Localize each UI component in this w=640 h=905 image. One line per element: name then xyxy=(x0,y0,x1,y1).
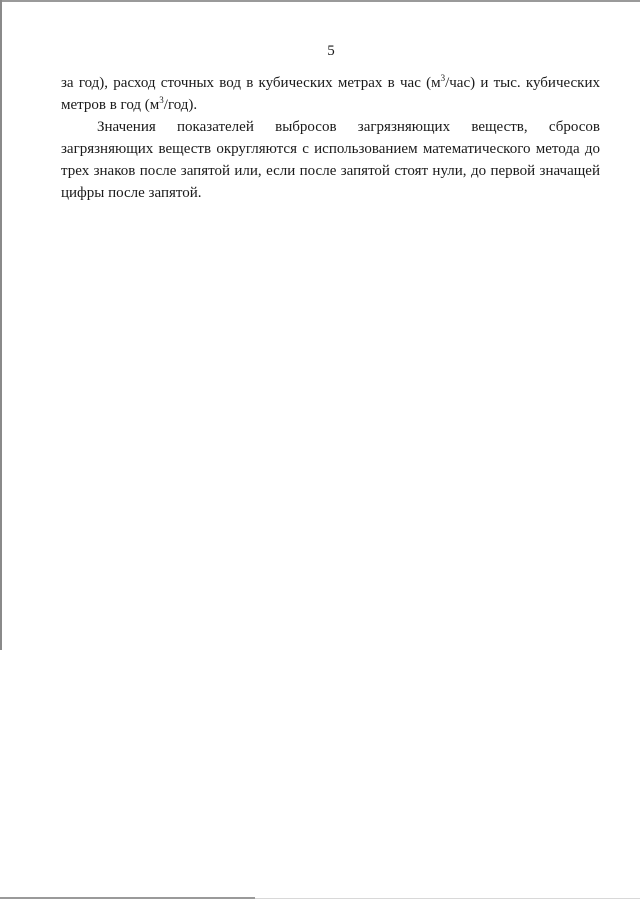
page-border-top xyxy=(0,0,640,2)
page-border-bottom xyxy=(0,897,255,899)
document-body xyxy=(61,72,600,204)
page-number: 5 xyxy=(327,43,335,59)
paragraph-text-part: /год). xyxy=(163,97,198,113)
paragraph-rounding-rule: Значения показателей выбросов загрязняющих веществ, сбросов загрязняющих веществ округляются с использованием математического метода до трех знаков после запятой или, если после запятой стоят нули, до первой значащей цифры после запятой. xyxy=(61,119,600,201)
superscript-cubic: 3 xyxy=(159,95,164,105)
page-border-left xyxy=(0,0,2,650)
page-border-bottom-faint xyxy=(255,898,640,899)
paragraph-text-part: /час) и тыс. кубических метров в год (м xyxy=(61,75,600,113)
superscript-cubic: 3 xyxy=(440,73,446,83)
paragraph-continuation xyxy=(61,72,600,116)
paragraph-text-part: за год), расход сточных вод в кубических метрах в час (м xyxy=(61,75,441,91)
